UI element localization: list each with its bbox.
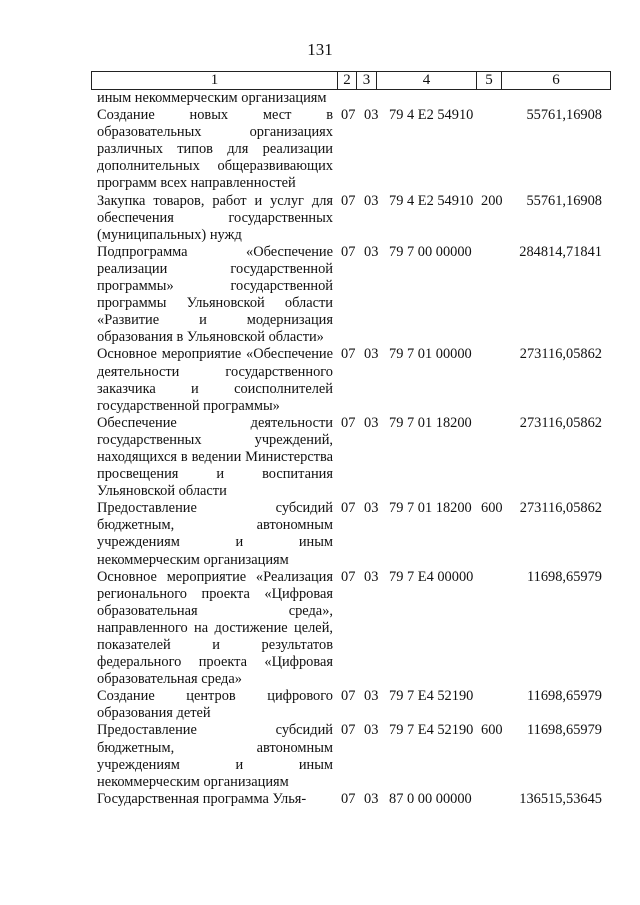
row-target-code: 87 0 00 00000 bbox=[389, 790, 472, 807]
row-subsection: 03 bbox=[364, 192, 379, 209]
header-col-2: 2 bbox=[338, 72, 357, 89]
row-subsection: 03 bbox=[364, 500, 379, 517]
row-expense-type: 600 bbox=[481, 722, 503, 739]
row-name: Основное мероприятие «Реализация регионального проекта «Цифровая образовательная среда», направленного на достижение целей, показателей и результатов федерального проекта «Цифровая образовательная среда» bbox=[97, 568, 333, 688]
table-row bbox=[0, 107, 640, 192]
row-section: 07 bbox=[341, 790, 356, 807]
row-target-code: 79 4 E2 54910 bbox=[389, 192, 474, 209]
row-name: Государственная программа Улья- bbox=[97, 790, 307, 807]
row-amount: 55761,16908 bbox=[526, 107, 602, 124]
row-name: Основное мероприятие «Обеспечение деятельности государственного заказчика и соисполнителей государственной программы» bbox=[97, 346, 333, 414]
row-section: 07 bbox=[341, 688, 356, 705]
row-section: 07 bbox=[341, 568, 356, 585]
table-row bbox=[0, 688, 640, 722]
row-target-code: 79 7 E4 52190 bbox=[389, 722, 474, 739]
row-subsection: 03 bbox=[364, 722, 379, 739]
row-subsection: 03 bbox=[364, 346, 379, 363]
row-amount: 11698,65979 bbox=[526, 722, 602, 739]
row-subsection: 03 bbox=[364, 243, 379, 260]
row-subsection: 03 bbox=[364, 790, 379, 807]
table-row bbox=[0, 791, 640, 808]
table-row bbox=[0, 244, 640, 347]
header-col-4: 4 bbox=[377, 72, 477, 89]
row-target-code: 79 7 01 18200 bbox=[389, 414, 472, 431]
row-target-code: 79 7 01 00000 bbox=[389, 346, 472, 363]
header-col-6: 6 bbox=[552, 72, 560, 88]
row-subsection: 03 bbox=[364, 568, 379, 585]
row-name: Предоставление субсидий бюджетным, автономным учреждениям и иным некоммерческим организациям bbox=[97, 500, 333, 568]
row-expense-type: 600 bbox=[481, 500, 503, 517]
row-section: 07 bbox=[341, 722, 356, 739]
row-section: 07 bbox=[341, 414, 356, 431]
table-row bbox=[0, 500, 640, 568]
row-name: иным некоммерческим организациям bbox=[97, 90, 327, 106]
row-section: 07 bbox=[341, 107, 356, 124]
table-row bbox=[0, 346, 640, 414]
row-amount: 55761,16908 bbox=[526, 192, 602, 209]
row-amount: 273116,05862 bbox=[519, 346, 602, 363]
row-section: 07 bbox=[341, 192, 356, 209]
row-amount: 11698,65979 bbox=[526, 568, 602, 585]
row-target-code: 79 7 01 18200 bbox=[389, 500, 472, 517]
row-subsection: 03 bbox=[364, 688, 379, 705]
header-col-5: 5 bbox=[477, 72, 502, 89]
budget-table-body bbox=[0, 90, 640, 808]
row-name: Подпрограмма «Обеспечение реализации государственной программы» государственной программы Ульяновской области «Развитие и модернизация образования в Ульяновской области» bbox=[97, 243, 333, 346]
row-name: Предоставление субсидий бюджетным, автономным учреждениям и иным некоммерческим организациям bbox=[97, 722, 333, 790]
row-target-code: 79 7 E4 00000 bbox=[389, 568, 474, 585]
row-target-code: 79 7 00 00000 bbox=[389, 243, 472, 260]
row-subsection: 03 bbox=[364, 107, 379, 124]
header-col-1: 1 bbox=[92, 72, 338, 89]
row-name: Создание центров цифрового образования детей bbox=[97, 688, 333, 722]
row-subsection: 03 bbox=[364, 414, 379, 431]
row-amount: 284814,71841 bbox=[519, 243, 602, 260]
row-amount: 273116,05862 bbox=[519, 500, 602, 517]
row-name: Обеспечение деятельности государственных учреждений, находящихся в ведении Министерства просвещения и воспитания Ульяновской области bbox=[97, 414, 333, 500]
table-row bbox=[0, 569, 640, 689]
row-name: Создание новых мест в образовательных организациях различных типов для реализации дополнительных общеразвивающих программ всех направленностей bbox=[97, 107, 333, 192]
table-row bbox=[0, 193, 640, 244]
row-section: 07 bbox=[341, 346, 356, 363]
row-amount: 11698,65979 bbox=[526, 688, 602, 705]
row-amount: 273116,05862 bbox=[519, 414, 602, 431]
header-col-3: 3 bbox=[357, 72, 377, 89]
row-expense-type: 200 bbox=[481, 192, 503, 209]
table-row bbox=[0, 415, 640, 500]
row-amount: 136515,53645 bbox=[519, 790, 602, 807]
row-section: 07 bbox=[341, 500, 356, 517]
table-row bbox=[0, 722, 640, 790]
row-target-code: 79 7 E4 52190 bbox=[389, 688, 474, 705]
row-section: 07 bbox=[341, 243, 356, 260]
table-row bbox=[0, 90, 640, 107]
table-header bbox=[91, 71, 611, 90]
row-name: Закупка товаров, работ и услуг для обеспечения государственных (муниципальных) нужд bbox=[97, 192, 333, 243]
page-number: 131 bbox=[307, 40, 333, 59]
row-target-code: 79 4 E2 54910 bbox=[389, 107, 474, 124]
